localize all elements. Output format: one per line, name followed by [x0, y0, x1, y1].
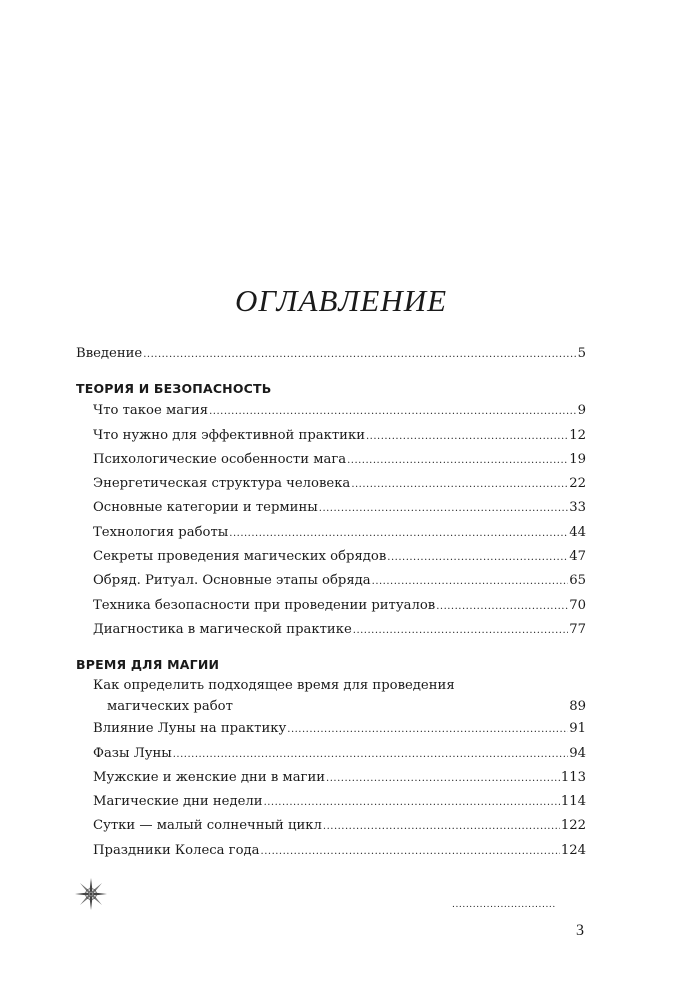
toc-entry-label-line2: магических работ [107, 699, 233, 715]
toc-entry-page: 12 [569, 427, 586, 443]
dot-leader [436, 595, 568, 618]
dot-leader [173, 743, 568, 766]
toc-entry [76, 569, 586, 593]
dot-leader [143, 343, 576, 366]
toc-entry-wrapped [76, 675, 586, 717]
footer-dots: .............................. [452, 900, 556, 910]
toc-entry-page: 77 [569, 621, 586, 637]
dot-leader [366, 425, 568, 448]
toc-entry-label: Основные категории и термины [93, 500, 318, 516]
dot-leader [229, 522, 568, 545]
toc-entry [76, 790, 586, 814]
toc-entry-page: 47 [569, 549, 586, 565]
toc-entry-label: Секреты проведения магических обрядов [93, 549, 387, 565]
toc-entry-label: Праздники Колеса года [93, 842, 260, 858]
toc-entry-label: Влияние Луны на практику [93, 721, 287, 737]
toc-entry-page: 22 [569, 476, 586, 492]
dot-leader [287, 718, 568, 741]
toc-entry-label: Что такое магия [93, 403, 209, 419]
toc-entry-page: 5 [577, 346, 586, 361]
toc-entry-label: Введение [76, 346, 143, 361]
toc-entry-page: 33 [569, 500, 586, 516]
dot-leader [347, 449, 568, 472]
toc-entry-label-line1: Как определить подходящее время для проведения [93, 678, 455, 694]
toc-entry-page: 114 [560, 794, 586, 810]
toc-entry-page: 65 [569, 573, 586, 589]
toc-entry [76, 496, 586, 520]
toc-entry [76, 399, 586, 423]
toc-entry-page: 122 [560, 818, 586, 834]
toc-entry-label: Техника безопасности при проведении ритуалов [93, 597, 436, 613]
toc-entry [76, 766, 586, 790]
toc-entry [76, 618, 586, 642]
toc-entry [76, 521, 586, 545]
dot-leader [319, 497, 568, 520]
page-number: 3 [576, 922, 584, 939]
toc-entry-page: 124 [560, 842, 586, 858]
toc-entry-label: Психологические особенности мага [93, 451, 347, 467]
toc-entry-label: Диагностика в магической практике [93, 621, 352, 637]
dot-leader [387, 546, 568, 569]
toc-entry-label: Технология работы [93, 524, 229, 540]
toc-entry-intro [76, 342, 586, 366]
toc-entry-label: Что нужно для эффективной практики [93, 427, 365, 443]
toc-entry [76, 742, 586, 766]
dot-leader [353, 619, 568, 642]
toc-entry [76, 424, 586, 448]
toc-entry-page: 19 [569, 451, 586, 467]
toc-entry [76, 717, 586, 741]
dot-leader [323, 815, 560, 838]
section-heading-time: ВРЕМЯ ДЛЯ МАГИИ [76, 657, 220, 673]
toc-entry-label: Магические дни недели [93, 794, 263, 810]
dot-leader [209, 400, 577, 423]
toc-entry [76, 472, 586, 496]
toc-entry [76, 594, 586, 618]
toc-entry [76, 545, 586, 569]
toc-entry-page: 44 [569, 524, 586, 540]
dot-leader [264, 791, 560, 814]
table-of-contents [76, 342, 586, 863]
toc-entry-label: Фазы Луны [93, 745, 172, 761]
toc-entry [76, 814, 586, 838]
toc-entry-page: 9 [577, 403, 586, 419]
dot-leader [372, 570, 569, 593]
toc-entry-label: Обряд. Ритуал. Основные этапы обряда [93, 573, 371, 589]
dot-leader [326, 767, 560, 790]
toc-entry-label: Мужские и женские дни в магии [93, 769, 326, 785]
toc-entry-page: 91 [569, 721, 586, 737]
toc-entry [76, 448, 586, 472]
dot-leader [261, 840, 560, 863]
toc-entry-page: 113 [560, 769, 586, 785]
section-heading-theory: ТЕОРИЯ И БЕЗОПАСНОСТЬ [76, 381, 272, 397]
toc-entry-label: Энергетическая структура человека [93, 476, 351, 492]
dot-leader [351, 473, 568, 496]
toc-entry [76, 839, 586, 863]
toc-entry-page: 89 [569, 699, 586, 715]
toc-entry-label: Сутки — малый солнечный цикл [93, 818, 322, 834]
compass-rose-icon [75, 878, 107, 910]
toc-entry-page: 94 [569, 745, 586, 761]
page-title: ОГЛАВЛЕНИЕ [234, 283, 448, 318]
toc-entry-page: 70 [569, 597, 586, 613]
